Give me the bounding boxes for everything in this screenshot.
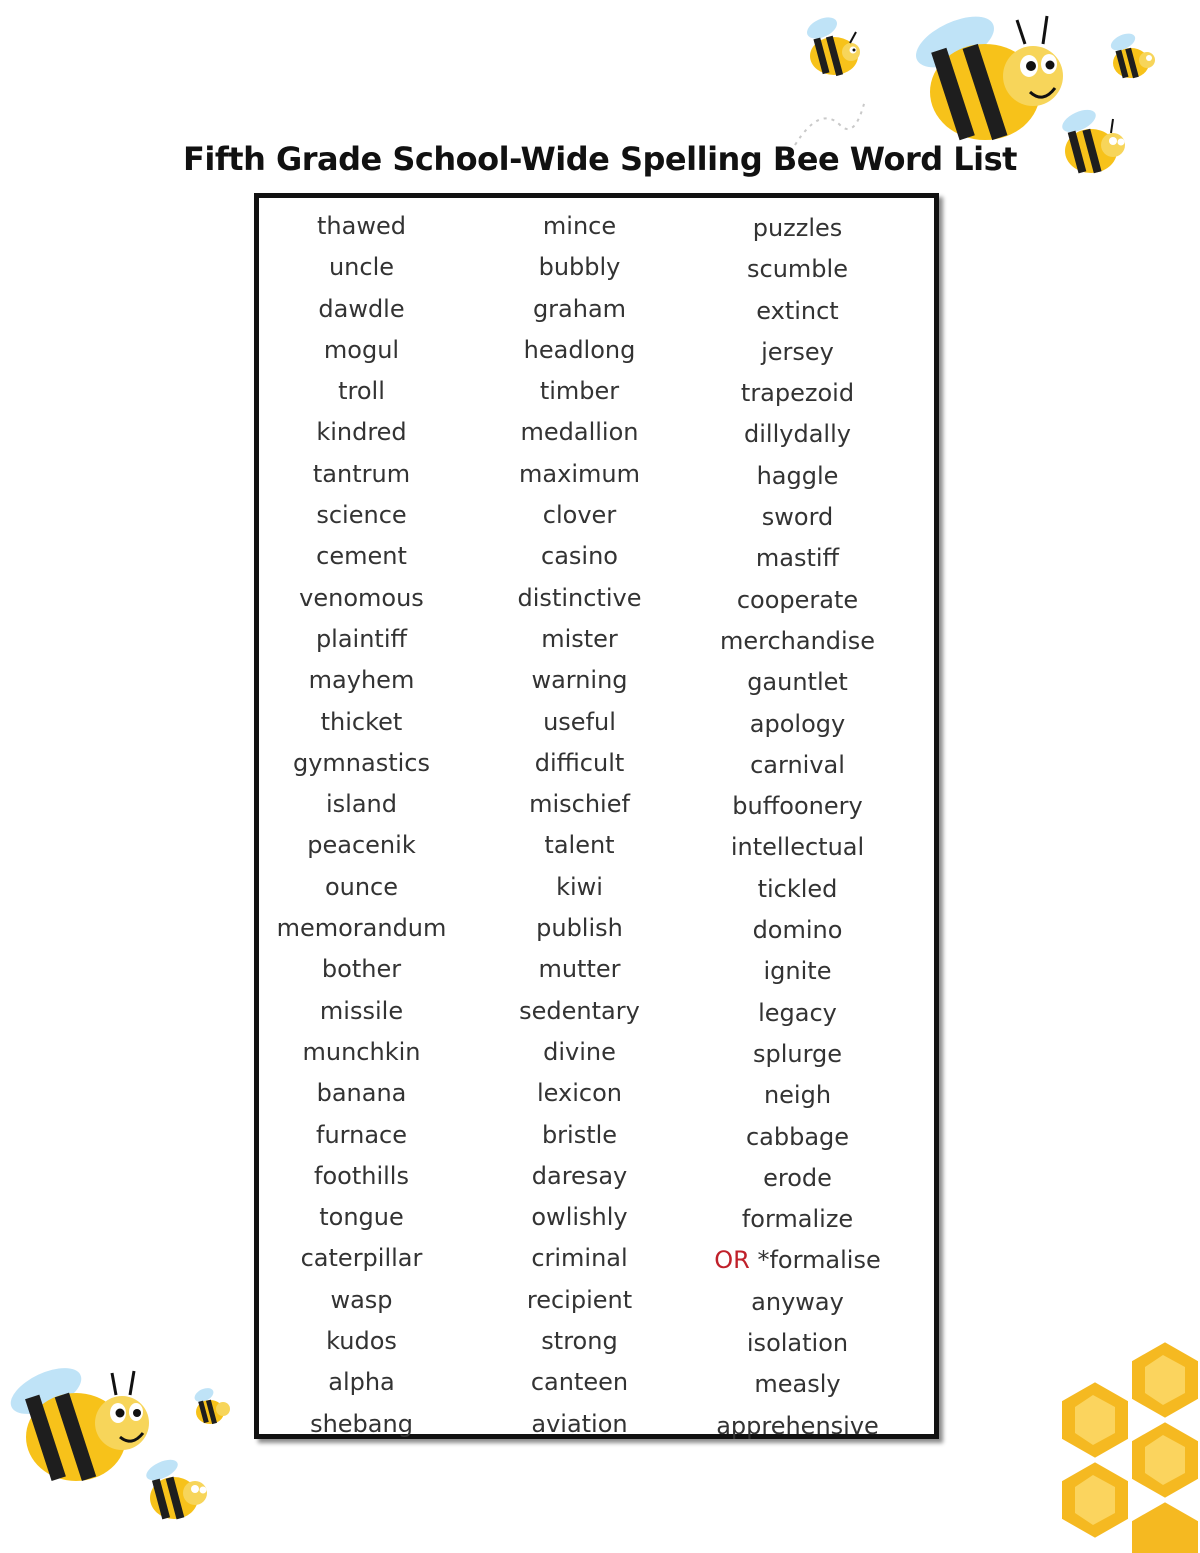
word: recipient — [526, 1285, 633, 1314]
bee-icon — [800, 14, 870, 80]
word: peacenik — [307, 831, 416, 860]
bee-icon — [2, 1355, 162, 1490]
word: missile — [319, 996, 404, 1025]
word-column-1 — [249, 206, 474, 1445]
word: distinctive — [517, 583, 642, 612]
word: dawdle — [318, 294, 405, 323]
word: ignite — [763, 957, 832, 986]
word: caterpillar — [300, 1244, 423, 1273]
word: wasp — [330, 1285, 393, 1314]
word: anyway — [751, 1287, 844, 1316]
word: trapezoid — [740, 379, 855, 408]
word: mayhem — [308, 666, 415, 695]
word: mutter — [538, 955, 621, 984]
word: dillydally — [744, 420, 851, 449]
word: isolation — [746, 1329, 849, 1358]
word: cabbage — [745, 1122, 850, 1151]
word: daresay — [531, 1161, 628, 1190]
word: formalize — [741, 1205, 854, 1234]
word: aviation — [531, 1409, 628, 1438]
word: cooperate — [736, 585, 859, 614]
word: headlong — [523, 335, 636, 364]
word: jersey — [761, 337, 834, 366]
word: thicket — [320, 707, 403, 736]
word: ounce — [324, 872, 399, 901]
word: puzzles — [752, 214, 843, 242]
word: kiwi — [556, 872, 603, 901]
alternate-word: *formalise — [757, 1246, 881, 1275]
alternate-spelling — [685, 1240, 910, 1281]
or-marker: OR — [714, 1246, 750, 1275]
word: graham — [532, 294, 627, 323]
word: thawed — [317, 212, 406, 240]
word: divine — [543, 1037, 616, 1066]
word: foothills — [314, 1161, 409, 1190]
word: memorandum — [276, 914, 447, 943]
word: apprehensive — [716, 1411, 879, 1440]
word: bristle — [541, 1120, 618, 1149]
word: buffoonery — [732, 792, 863, 821]
word: venomous — [299, 583, 424, 612]
word: tickled — [757, 874, 838, 903]
word: neigh — [763, 1081, 832, 1110]
word: difficult — [534, 748, 625, 777]
word: intellectual — [730, 833, 865, 862]
word: owlishly — [531, 1203, 628, 1232]
word: kindred — [316, 418, 407, 447]
word: apology — [749, 709, 846, 738]
word: scumble — [747, 255, 848, 284]
word: furnace — [316, 1120, 407, 1149]
word-list-box — [254, 193, 939, 1439]
word: canteen — [530, 1368, 629, 1397]
bee-icon — [905, 0, 1075, 150]
word: mogul — [323, 335, 400, 364]
word: island — [326, 790, 397, 819]
word: bubbly — [538, 253, 621, 282]
word: mister — [541, 624, 618, 653]
word: lexicon — [537, 1079, 622, 1108]
word: tongue — [319, 1203, 404, 1232]
word: casino — [541, 542, 618, 571]
bee-icon — [1105, 30, 1163, 82]
word: publish — [536, 914, 623, 943]
word: plaintiff — [315, 624, 408, 653]
word: gauntlet — [747, 668, 848, 697]
bee-icon — [190, 1385, 236, 1427]
word: haggle — [756, 461, 839, 490]
word: uncle — [328, 253, 395, 282]
word: sword — [761, 503, 834, 532]
word: munchkin — [302, 1037, 421, 1066]
word-column-3 — [685, 208, 910, 1447]
word: extinct — [756, 296, 839, 325]
word: domino — [752, 916, 843, 945]
word: tantrum — [312, 459, 411, 488]
word: science — [316, 501, 407, 530]
word: bother — [321, 955, 402, 984]
word: carnival — [750, 750, 845, 779]
word: talent — [544, 831, 615, 860]
word: shebang — [310, 1409, 413, 1438]
word: cement — [316, 542, 407, 571]
word: clover — [542, 501, 617, 530]
word: legacy — [758, 998, 837, 1027]
word: mischief — [529, 790, 630, 819]
honeycomb-icon — [1035, 1335, 1200, 1553]
word: timber — [539, 377, 620, 406]
word: useful — [543, 707, 616, 736]
word: sedentary — [519, 996, 640, 1025]
page-title: Fifth Grade School-Wide Spelling Bee Word List — [183, 140, 1017, 178]
word: medallion — [520, 418, 639, 447]
word: merchandise — [720, 626, 875, 655]
word: warning — [531, 666, 628, 695]
word: banana — [316, 1079, 407, 1108]
word: maximum — [519, 459, 640, 488]
word: erode — [763, 1163, 832, 1192]
word-column-2 — [467, 206, 692, 1445]
word: strong — [541, 1327, 618, 1356]
word: mince — [542, 212, 617, 240]
word: gymnastics — [292, 748, 430, 777]
word: troll — [338, 377, 385, 406]
word: mastiff — [755, 544, 840, 573]
word: measly — [754, 1370, 841, 1399]
word: criminal — [531, 1244, 628, 1273]
word: kudos — [326, 1327, 397, 1356]
bee-icon — [140, 1455, 215, 1525]
word: alpha — [328, 1368, 395, 1397]
word: splurge — [752, 1039, 843, 1068]
